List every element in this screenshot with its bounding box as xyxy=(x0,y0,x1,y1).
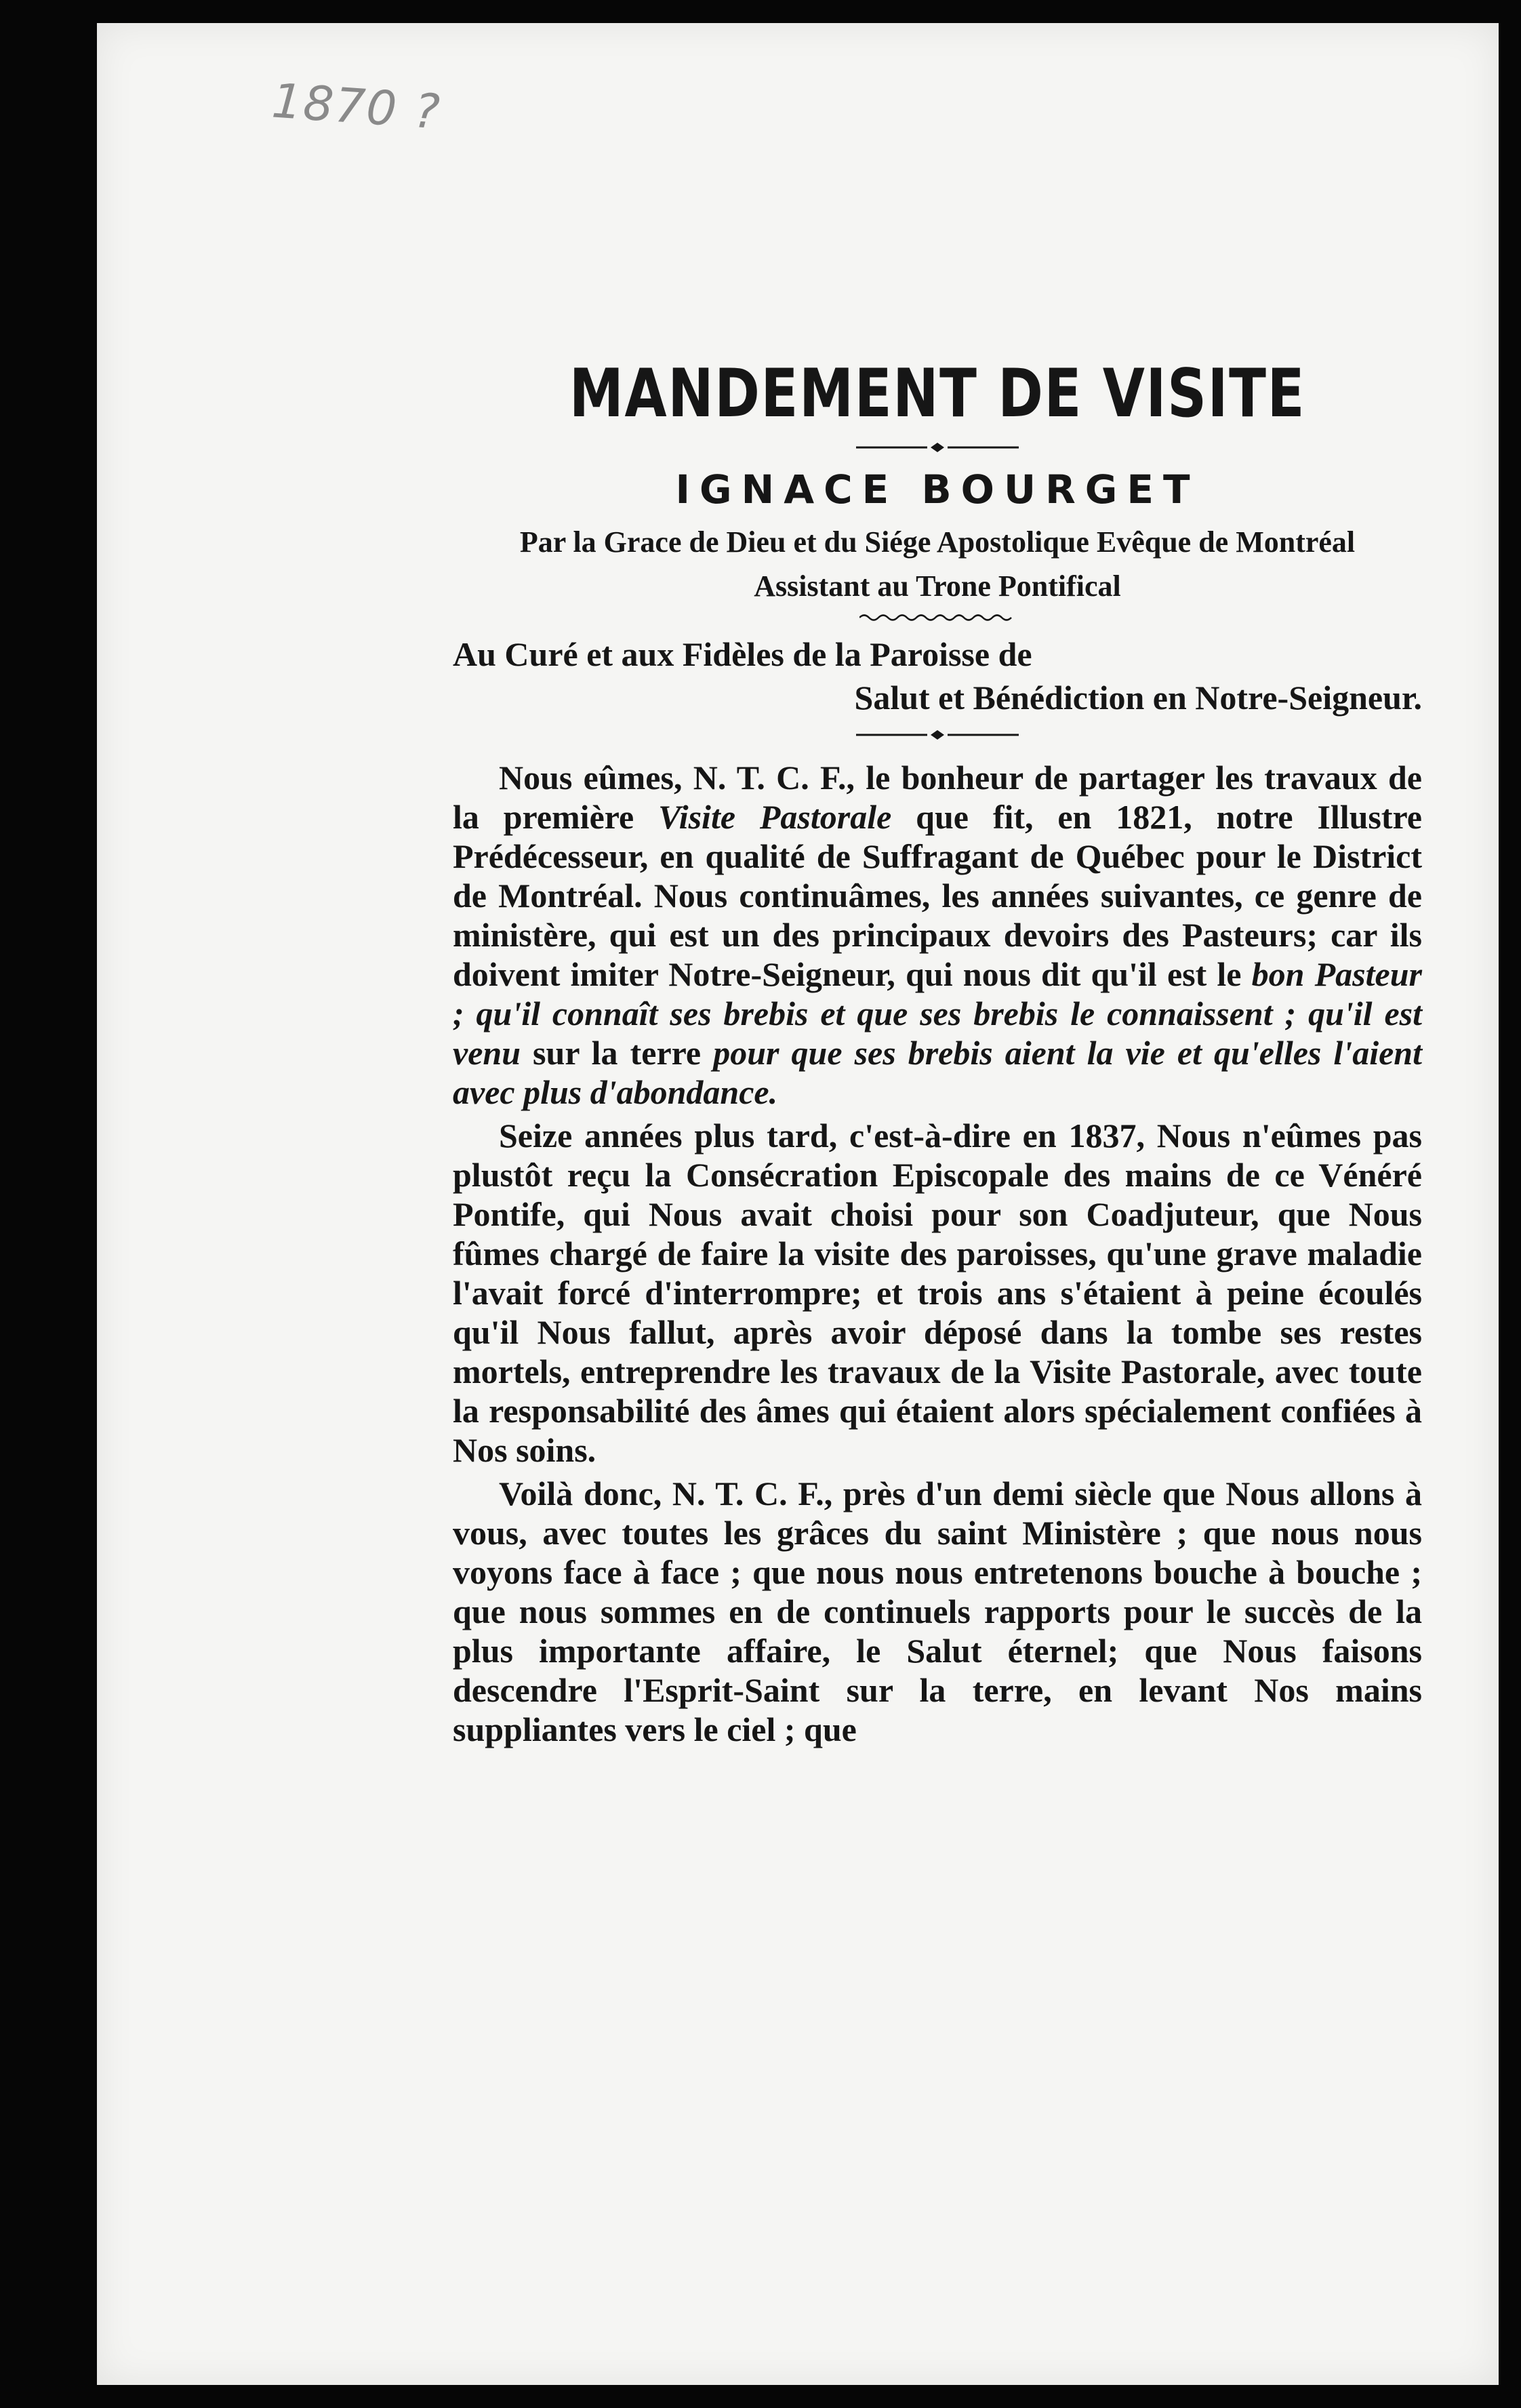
document-page xyxy=(97,23,1499,2385)
paragraph-1-text-c: que fit, en 1821, notre Illustre Prédécesseur, en qualité de Suffragant de Québec pour le District de Montréal. Nous continuâmes, les années suivantes, ce genre de ministère, qui est un des principaux devoirs des Pasteurs; car ils doivent imiter Notre-Seigneur, qui nous dit qu'il est le xyxy=(453,798,1422,993)
document-title: MANDEMENT DE VISITE xyxy=(569,355,1306,433)
paragraph-1-text-a: Nous eûmes, N. T. C. F., le bonheur de partager les travaux de la première xyxy=(453,759,1422,836)
office-line-1: Par la Grace de Dieu et du Siége Apostolique Evêque de Montréal xyxy=(519,525,1356,559)
paragraph-1-italic-d: bon Pasteur ; qu'il connaît ses brebis et que ses brebis le connaissent ; qu'il est venu xyxy=(453,955,1422,1072)
paragraph-1 xyxy=(453,758,1422,1112)
paragraph-3: Voilà donc, N. T. C. F., près d'un demi siècle que Nous allons à vous, avec toutes les grâces du saint Ministère ; que nous nous voyons face à face ; que nous nous entretenons bouche à bouche ; que nous sommes en de continuels rapports pour le succès de la plus importante affaire, le Salut éternel; que Nous faisons descendre l'Esprit-Saint sur la terre, en levant Nos mains suppliantes vers le ciel ; que xyxy=(453,1474,1422,1748)
office-line-2: Assistant au Trone Pontifical xyxy=(754,569,1121,603)
paragraph-1-italic-f: pour que ses brebis aient la vie et qu'elles l'aient avec plus d'abondance. xyxy=(453,1034,1422,1111)
wavy-rule xyxy=(453,613,1422,622)
document-content xyxy=(453,355,1422,1753)
salutation-line-1: Au Curé et aux Fidèles de la Paroisse de xyxy=(453,635,1032,673)
salutation-line-2: Salut et Bénédiction en Notre-Seigneur. xyxy=(854,679,1422,717)
ornament-divider-bottom xyxy=(453,729,1422,740)
handwritten-date-note: 1870 ? xyxy=(270,73,443,140)
document-body xyxy=(453,758,1422,1749)
paragraph-1-text-e: sur la terre xyxy=(521,1034,714,1072)
ornament-divider-top xyxy=(453,442,1422,453)
paragraph-1-italic-b: Visite Pastorale xyxy=(658,798,892,836)
paragraph-2: Seize années plus tard, c'est-à-dire en 1837, Nous n'eûmes pas plustôt reçu la Consécration Episcopale des mains de ce Vénéré Pontife, qui Nous avait choisi pour son Coadjuteur, que Nous fûmes chargé de faire la visite des paroisses, qu'une grave maladie l'avait forcé d'interrompre; et trois ans s'étaient à peine écoulés qu'il Nous fallut, après avoir déposé dans la tombe ses restes mortels, entreprendre les travaux de la Visite Pastorale, avec toute la responsabilité des âmes qui étaient alors spécialement confiées à Nos soins. xyxy=(453,1117,1422,1469)
author-name: IGNACE BOURGET xyxy=(675,466,1200,513)
